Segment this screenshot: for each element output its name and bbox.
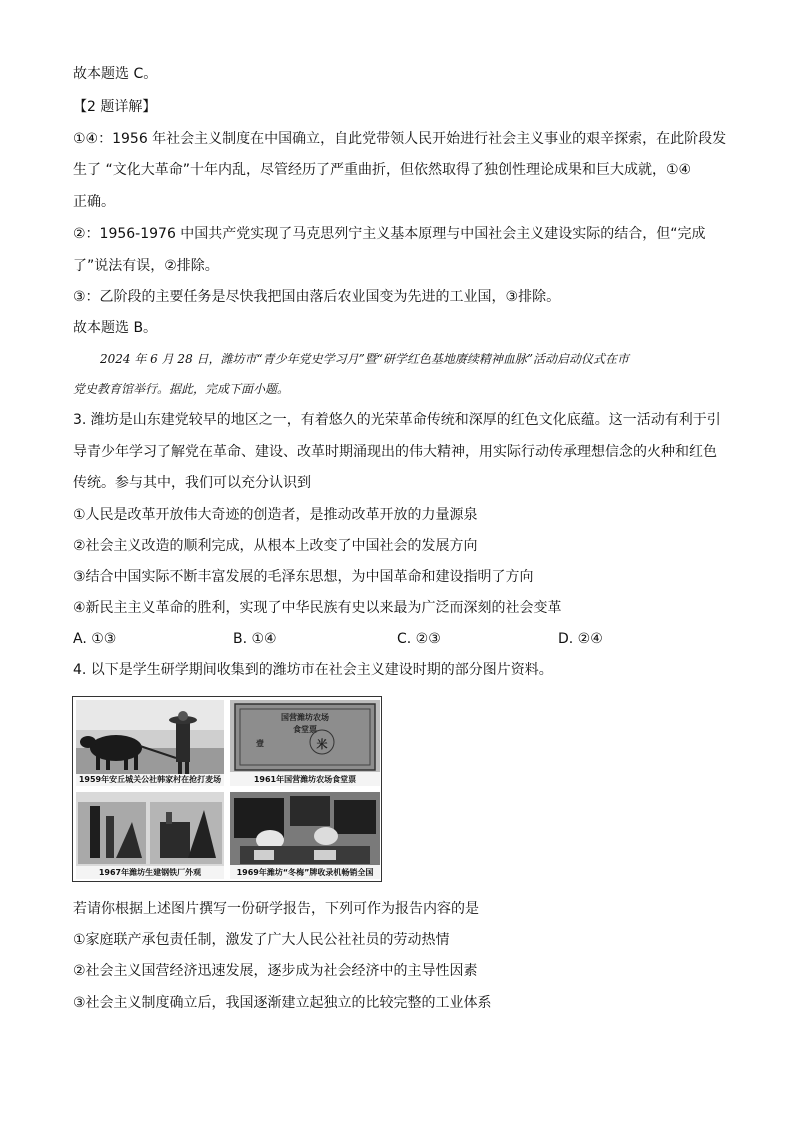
material-line-2: 党史教育馆举行。据此，完成下面小题。 — [73, 382, 290, 396]
photo-farming — [76, 700, 224, 786]
q3-option-d[interactable]: D. ②④ — [558, 631, 603, 647]
q3-item-4: ④新民主主义革命的胜利，实现了中华民族有史以来最为广泛而深刻的社会变革 — [73, 600, 562, 616]
caption-radio-workshop: 1969年潍坊“冬梅”牌收录机畅销全国 — [236, 868, 374, 877]
explain-line-4: ②：1956-1976 中国共产党实现了马克思列宁主义基本原理与中国社会主义建设实际的结合，但“完成 — [73, 226, 706, 242]
q4-item-2: ②社会主义国营经济迅速发展，逐步成为社会经济中的主导性因素 — [73, 963, 478, 979]
q4-stem: 4. 以下是学生研学期间收集到的潍坊市在社会主义建设时期的部分图片资料。 — [73, 662, 553, 678]
q3-option-a[interactable]: A. ①③ — [73, 631, 117, 647]
explain-line-5: 了”说法有误，②排除。 — [73, 258, 219, 274]
explain-line-6: ③：乙阶段的主要任务是尽快我把国由落后农业国变为先进的工业国，③排除。 — [73, 289, 561, 305]
material-line-1: 2024 年 6 月 28 日，潍坊市“青少年党史学习月”暨“研学红色基地赓续精神血脉”活动启动仪式在市 — [100, 352, 630, 366]
photo-collage — [72, 696, 382, 882]
answer-line-2: 故本题选 B。 — [73, 320, 158, 336]
ticket-title: 国营潍坊农场 — [281, 713, 329, 722]
photo-meal-ticket — [230, 700, 380, 786]
q4-item-3: ③社会主义制度确立后，我国逐渐建立起独立的比较完整的工业体系 — [73, 995, 492, 1011]
ticket-amount: 壹 — [256, 739, 264, 748]
q3-stem-1: 3. 潍坊是山东建党较早的地区之一，有着悠久的光荣革命传统和深厚的红色文化底蕴。这一活动有利于引 — [73, 412, 721, 428]
q4-item-1: ①家庭联产承包责任制，激发了广大人民公社社员的劳动热情 — [73, 932, 450, 948]
ticket-subtitle: 食堂票 — [293, 725, 317, 734]
q3-item-2: ②社会主义改造的顺利完成，从根本上改变了中国社会的发展方向 — [73, 538, 478, 554]
caption-steel-factory: 1967年潍坊生建钢铁厂外观 — [98, 868, 202, 877]
q3-option-c[interactable]: C. ②③ — [397, 631, 441, 647]
q3-option-b[interactable]: B. ①④ — [233, 631, 277, 647]
explain-line-1: ①④：1956 年社会主义制度在中国确立，自此党带领人民开始进行社会主义事业的艰辛探索，在此阶段发 — [73, 131, 727, 147]
ticket-grain: 米 — [316, 738, 328, 751]
photo-steel-factory — [76, 792, 224, 879]
section-heading: 【2 题详解】 — [73, 99, 157, 115]
q3-stem-2: 导青少年学习了解党在革命、建设、改革时期涌现出的伟大精神，用实际行动传承理想信念的火种和红色 — [73, 444, 717, 460]
q4-after: 若请你根据上述图片撰写一份研学报告，下列可作为报告内容的是 — [73, 901, 479, 917]
answer-line-1: 故本题选 C。 — [73, 66, 158, 82]
q3-item-3: ③结合中国实际不断丰富发展的毛泽东思想，为中国革命和建设指明了方向 — [73, 569, 534, 585]
caption-meal-ticket: 1961年国营潍坊农场食堂票 — [253, 775, 357, 784]
q3-item-1: ①人民是改革开放伟大奇迹的创造者，是推动改革开放的力量源泉 — [73, 507, 478, 523]
explain-line-3: 正确。 — [73, 194, 115, 210]
q3-stem-3: 传统。参与其中，我们可以充分认识到 — [73, 475, 311, 491]
explain-line-2: 生了 “文化大革命”十年内乱，尽管经历了严重曲折，但依然取得了独创性理论成果和巨大成就，①④ — [73, 162, 692, 178]
caption-farming: 1959年安丘城关公社韩家村在抢打麦场 — [78, 775, 222, 784]
photo-radio-workshop — [230, 792, 380, 879]
